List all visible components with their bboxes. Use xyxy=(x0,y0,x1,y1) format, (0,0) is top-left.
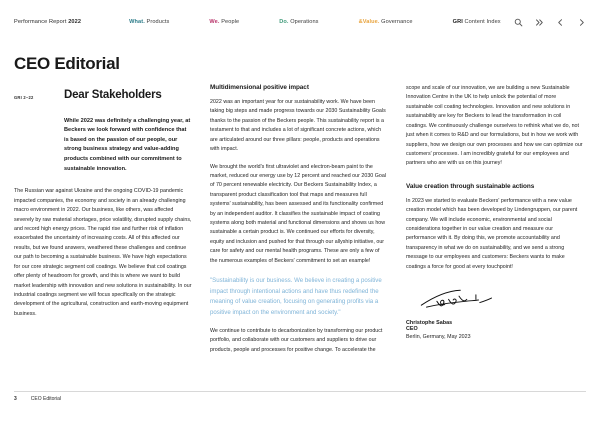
nav-item-gri-content-index[interactable] xyxy=(453,19,501,25)
brand-label xyxy=(14,19,81,25)
gri-reference-tag: GRI 2–22 xyxy=(14,95,34,100)
handwritten-signature-icon xyxy=(420,288,498,312)
nav-item-prefix: &Value. xyxy=(358,19,380,25)
nav-item-prefix: Do. xyxy=(279,19,289,25)
prev-page-icon[interactable] xyxy=(556,18,565,27)
page-footer xyxy=(14,391,586,402)
nav-item-label: People xyxy=(219,19,240,25)
nav-item-label: Content Index xyxy=(462,19,501,25)
signature-role: CEO xyxy=(406,326,418,333)
column-one-body: The Russian war against Ukraine and the ongoing COVID-19 pandemic impacted companies, the economy and society in an already challenging macro environment in 2022. Our business, like others, was affected severely by raw material shortages, price volatility, disrupted supply chains, and record high energy prices. The rapid rise and further risk of inflation exacerbated the uncertainty of increasing costs. All of this affected our results, but we found answers, weathered these challenges and continue our path to becoming a sustainable business. We have high expectations for our core strategic segment coil coatings. We believe that coil coatings offer plenty of headroom for growth, and this is where we want to build market leadership with innovation and new solutions in sustainability. In our industrial coatings segment we will focus specifically on the strategic development of the agricultural, construction and earth-moving equipment business. xyxy=(14,188,192,317)
nav-item-prefix: What. xyxy=(129,19,145,25)
nav-item-prefix: GRI xyxy=(452,19,463,25)
column-three-paragraph-2: In 2023 we started to evaluate Beckers' performance with a new value creation model which has been developed by Lindengruppen, our parent company. We will include economic, environmental and social considerations together in our value creation and measure our performance with it. By doing this, we promote accountability and transparency in what we do on sustainability, and we send a strong message to our employees and customers: Beckers wants to make coatings a force for good at every touchpoint! xyxy=(406,197,578,270)
nav-item-what-products[interactable] xyxy=(129,19,169,25)
nav-links xyxy=(129,19,514,25)
next-page-icon[interactable] xyxy=(577,18,586,27)
article-page xyxy=(0,44,600,384)
nav-item-prefix: We. xyxy=(209,19,220,25)
page-title: CEO Editorial xyxy=(14,54,120,73)
signature-block xyxy=(406,288,584,340)
nav-item-we-people[interactable] xyxy=(209,19,239,25)
salutation-heading: Dear Stakeholders xyxy=(64,89,162,101)
nav-item-value-governance[interactable] xyxy=(359,19,413,25)
search-icon[interactable] xyxy=(514,18,523,27)
section-heading-multidimensional-positive-impact: Multidimensional positive impact xyxy=(210,84,309,91)
skip-forward-icon[interactable] xyxy=(535,18,544,27)
section-heading-value-creation: Value creation through sustainable actions xyxy=(406,182,535,190)
nav-item-label: Governance xyxy=(379,19,413,25)
brand-prefix: Performance Report xyxy=(14,19,69,25)
three-column-layout xyxy=(14,84,586,355)
nav-item-do-operations[interactable] xyxy=(279,19,318,25)
brand-year: 2022 xyxy=(68,19,82,25)
signature-place-date: Berlin, Germany, May 2023 xyxy=(406,333,471,340)
signature-name: Christophe Sabas xyxy=(406,320,453,327)
pull-quote: "Sustainability is our business. We believe in creating a positive impact through intentional actions and have thus redefined the meaning of value creation, focusing on generating profits via a positive impact on the environment and society." xyxy=(210,277,382,316)
column-two-paragraph-2: We brought the world's first ultraviolet and electron-beam paint to the market, reduced our energy use by 12 percent and reached our 2030 Goal of 70 percent renewable electricity. Our Beckers Sustainability Index, a transparent product classification tool that maps and measures full systems' sustainability, has been assessed and its functionality confirmed by an independent auditor. It classifies the sustainable impact of coating systems along both material and functional dimensions and shows us how sustainable a certain product is. We continued our efforts for diversity, equity and inclusion and pushed for that through our allyship initiative, our care for safety and our mental health programs. These are only a few of the numerous examples of Beckers' commitment to set an example! xyxy=(210,163,387,264)
top-navigation-bar xyxy=(0,0,600,44)
footer-page-number: 3 xyxy=(14,396,17,402)
nav-item-label: Products xyxy=(144,19,170,25)
column-two-paragraph-1: 2022 was an important year for our sustainability work. We have been taking big steps and made progress towards our 2030 Sustainability Goals thanks to the passion of the Beckers people. This sustainability report is a testament to that and includes a lot of significant concrete actions, which are articulated around our three pillars: people, products and operations with impact. xyxy=(210,99,386,153)
nav-item-label: Operations xyxy=(288,19,319,25)
footer-section-label: CEO Editorial xyxy=(30,396,62,402)
column-two xyxy=(210,84,388,355)
column-three-paragraph-1: scope and scale of our innovation, we are building a new Sustainable Innovation Centre in the UK to help unlock the potential of more sustainable coil coating technologies. Innovation and new solutions in sustainability are key for Beckers to lead the transformation in coil coatings. We continuously challenge ourselves to rethink what we do, not just when it comes to R&D and our formulations, but in how we work with suppliers, how we design our own processes and how we can optimize our customers' processes. I am incredibly grateful for our employees and partners who are with us on this journey! xyxy=(406,85,583,167)
lead-paragraph: While 2022 was definitely a challenging year, at Beckers we look forward with confidence that is based on the passion of our people, our strong business strategy and value-adding products combined with our commitment to sustainable innovation. xyxy=(64,117,191,172)
column-one xyxy=(14,84,192,355)
column-three xyxy=(406,84,584,355)
nav-icon-group xyxy=(514,18,586,27)
column-two-paragraph-3: We continue to contribute to decarbonization by transforming our product portfolio, and collaborate with our customers and suppliers to drive our products, people and processes for positive change. To accelerate the xyxy=(210,328,383,353)
